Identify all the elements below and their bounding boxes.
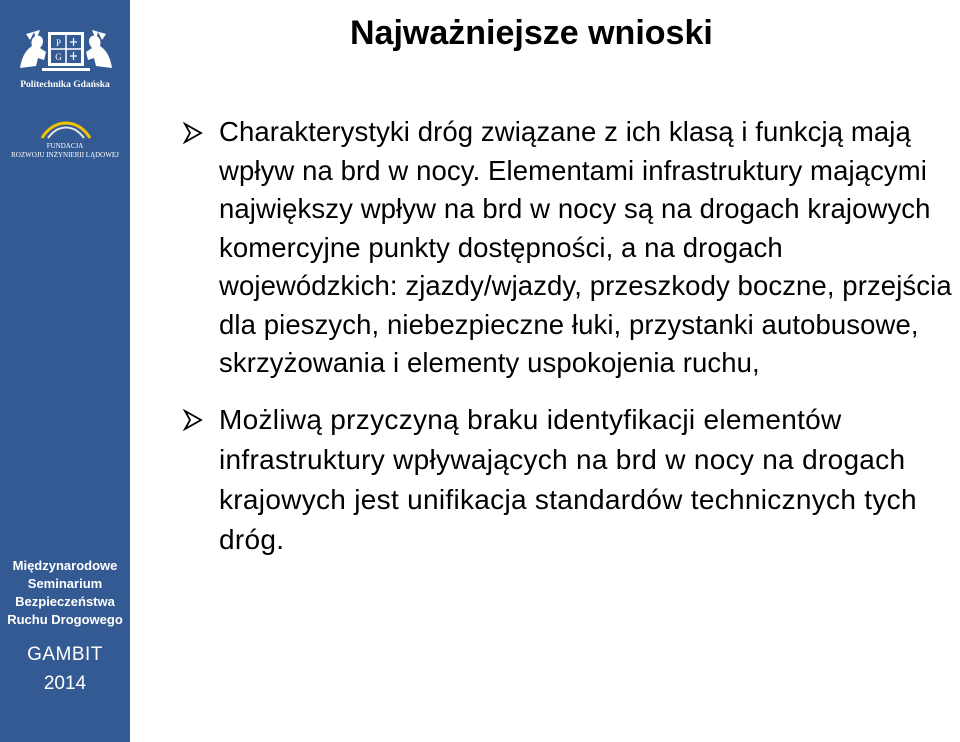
crest-letter-p: P [55,38,62,48]
crest-letter-g: G [55,52,62,62]
seminar-line: Międzynarodowe [12,558,118,573]
bullet-text: Możliwą przyczyną braku identyfikacji elementów infrastruktury wpływających na brd w nocy na drogach krajowych jest unifikacja standardów technicznych tych dróg. [219,403,917,555]
slide-title: Najważniejsze wnioski [350,14,713,52]
foundation-logo-label: FUNDACJA [46,142,84,150]
program-name: GAMBIT [27,644,103,665]
bullet-item [182,113,952,383]
program-year: 2014 [43,673,87,694]
bullet-list [182,113,952,560]
foundation-full-name: ROZWOJU INŻYNIERII LĄDOWEJ [11,151,119,159]
university-name: Politechnika Gdańska [20,80,110,90]
arrow-bullet-icon [182,409,204,431]
seminar-line: Ruchu Drogowego [7,612,123,627]
seminar-name [0,557,130,629]
seminar-line: Seminarium [27,576,103,591]
arrow-bullet-icon [182,122,204,144]
bullet-item [182,400,952,560]
bullet-text: Charakterystyki dróg związane z ich klasą i funkcją mają wpływ na brd w nocy. Elementami infrastruktury mającymi największy wpływ na brd w nocy są na drogach krajowych komercyjne punkty dostępności, a na drogach wojewódzkich: zjazdy/wjazdy, przeszkody boczne, przejścia dla pieszych, niebezpieczne łuki, przystanki autobusowe, skrzyżowania i elementy uspokojenia ruchu, [219,116,952,378]
sidebar [0,0,130,742]
foundation-logo-icon [40,116,92,142]
foundation-name [0,142,130,160]
university-crest-icon [16,26,116,76]
seminar-line: Bezpieczeństwa [15,594,115,609]
